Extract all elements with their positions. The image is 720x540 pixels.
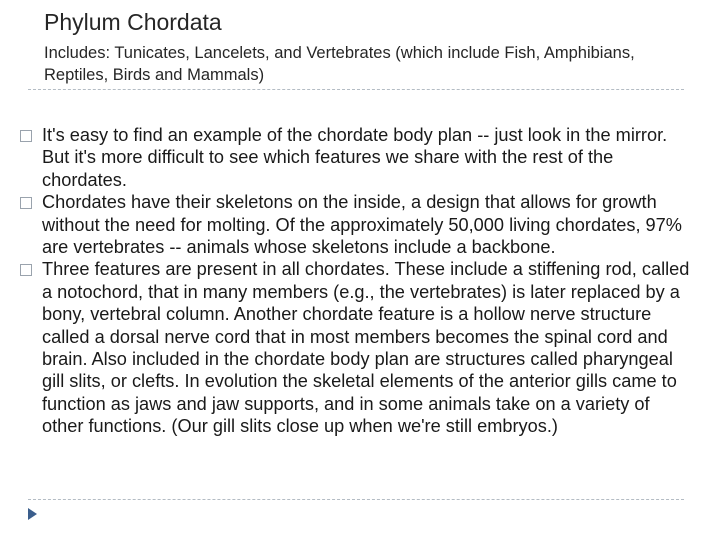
bullet-text: It's easy to find an example of the chordate body plan -- just look in the mirror. But it's more difficult to see which features we share with the rest of the chordates.	[42, 125, 668, 190]
bullet-text: Three features are present in all chordates. These include a stiffening rod, called a notochord, that in many members (e.g., the vertebrates) is later replaced by a bony, vertebral column. Another chordate feature is a hollow nerve structure called a dorsal nerve cord that in most members becomes the spinal cord and brain. Also included in the chordate body plan are structures called pharyngeal gill slits, or clefts. In evolution the skeletal elements of the anterior gills came to function as jaws and jaw supports, and in some animals take on a variety of other functions. (Our gill slits close up when we're still embryos.)	[42, 259, 690, 437]
bullet-item	[20, 191, 696, 258]
slide-title: Phylum Chordata	[44, 9, 222, 35]
next-slide-arrow-icon[interactable]	[28, 508, 37, 520]
bullet-list	[20, 124, 696, 438]
bullet-text: Chordates have their skeletons on the inside, a design that allows for growth without the need for molting. Of the approximately 50,000 living chordates, 97% are vertebrates -- animals whose skeletons include a backbone.	[42, 192, 682, 258]
divider-bottom	[28, 499, 684, 500]
checkbox-bullet-icon	[20, 130, 32, 142]
checkbox-bullet-icon	[20, 264, 32, 276]
slide-subtitle: Includes: Tunicates, Lancelets, and Vertebrates (which include Fish, Amphibians, Reptiles, Birds and Mammals)	[44, 44, 635, 84]
checkbox-bullet-icon	[20, 197, 32, 209]
bullet-item	[20, 124, 696, 191]
divider-top	[28, 89, 684, 90]
bullet-item	[20, 258, 696, 437]
